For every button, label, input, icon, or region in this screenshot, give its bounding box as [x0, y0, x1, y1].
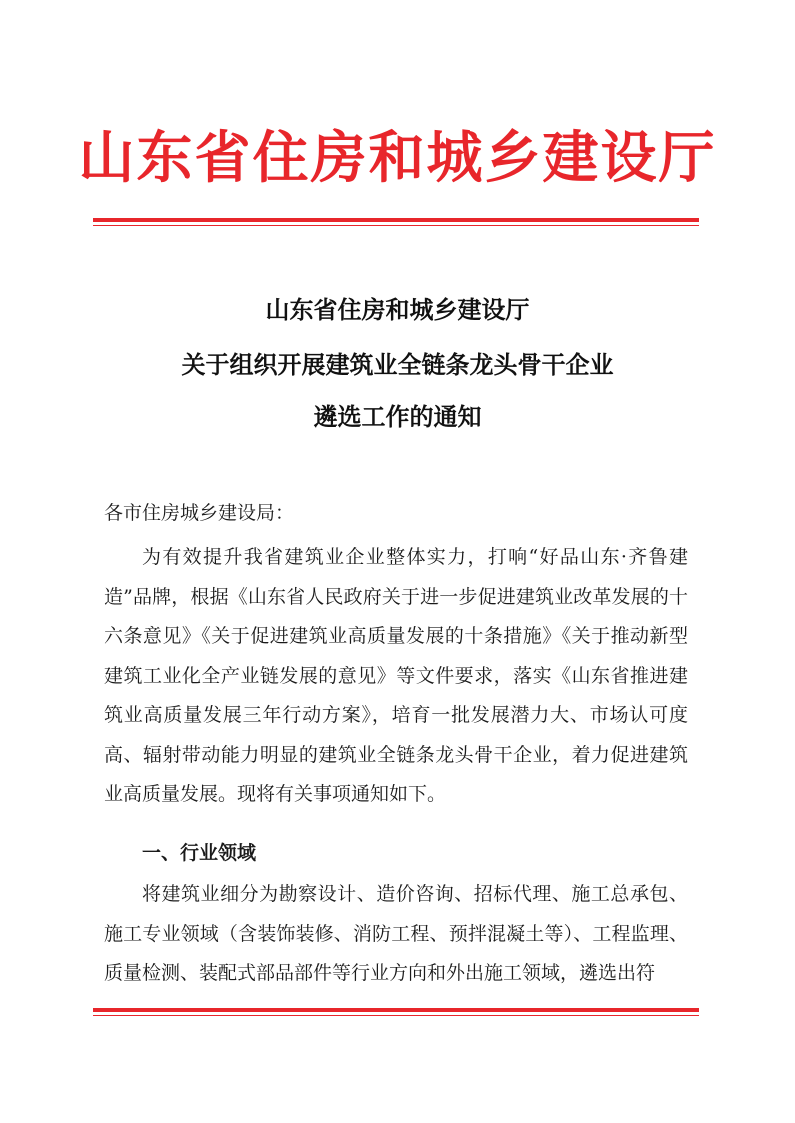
footer-divider — [93, 1008, 699, 1016]
footer-divider-thick — [93, 1008, 699, 1012]
issuer-masthead: 山东省住房和城乡建设厅 — [78, 125, 717, 191]
document-title-line-3: 遴选工作的通知 — [313, 403, 482, 431]
footer-divider-thin — [93, 1015, 699, 1016]
section-heading: 一、行业领域 — [142, 842, 257, 864]
section-paragraph: 将建筑业细分为勘察设计、造价咨询、招标代理、施工总承包、施工专业领域（含装饰装修、消防工程、预拌混凝土等）、工程监理、质量检测、装配式部品部件等行业方向和外出施工领域，遴选出符 — [104, 883, 688, 984]
header-divider — [93, 218, 699, 226]
salutation: 各市住房城乡建设局： — [104, 502, 295, 524]
header-divider-thick — [93, 218, 699, 222]
header-divider-thin — [93, 225, 699, 226]
document-title-line-2: 关于组织开展建筑业全链条龙头骨干企业 — [181, 351, 614, 379]
document-title-line-1: 山东省住房和城乡建设厅 — [265, 296, 530, 324]
intro-paragraph: 为有效提升我省建筑业企业整体实力，打响“好品山东·齐鲁建造”品牌，根据《山东省人民政府关于进一步促进建筑业改革发展的十六条意见》《关于促进建筑业高质量发展的十条措施》《关于推动新型建筑工业化全产业链发展的意见》等文件要求，落实《山东省推进建筑业高质量发展三年行动方案》，培育一批发展潜力大、市场认可度高、辐射带动能力明显的建筑业全链条龙头骨干企业，着力促进建筑业高质量发展。现将有关事项通知如下。 — [104, 546, 688, 805]
